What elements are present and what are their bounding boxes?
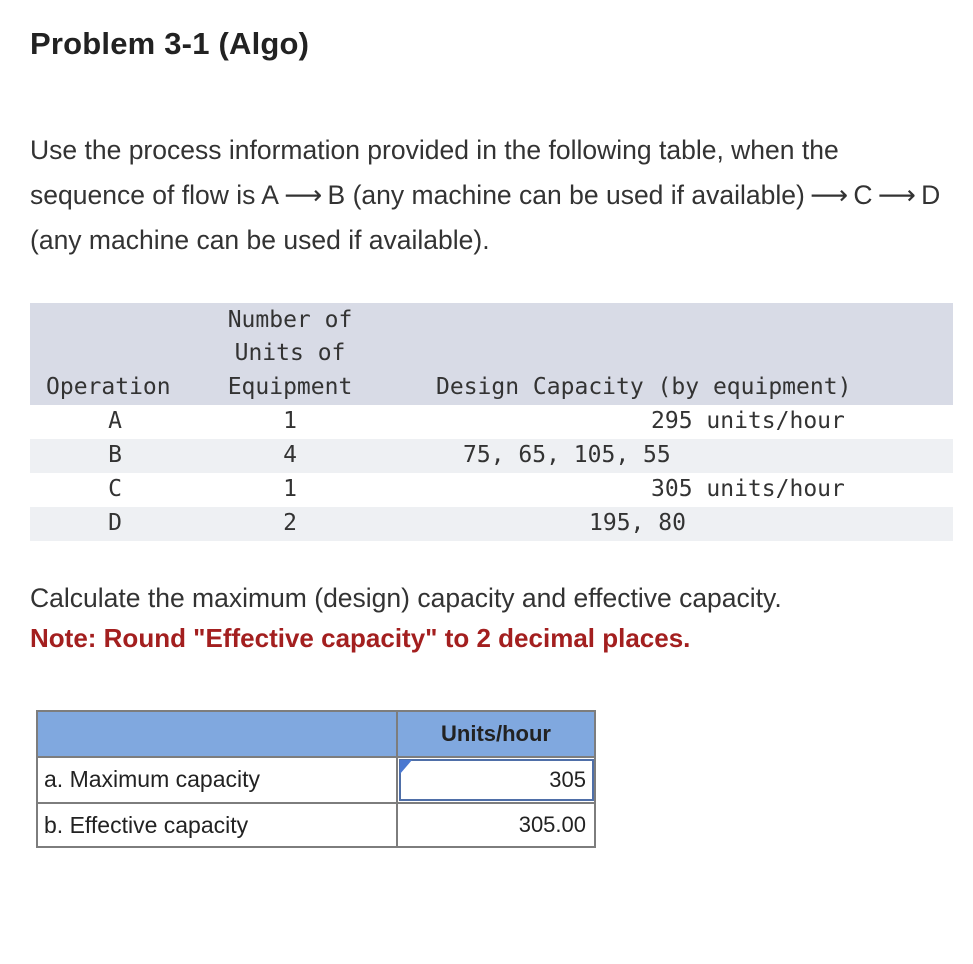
- cell-capacity: 295 units/hour: [651, 408, 845, 434]
- page-title: Problem 3-1 (Algo): [30, 26, 310, 61]
- rounding-note: Note: Round "Effective capacity" to 2 decimal places.: [30, 623, 691, 653]
- maximum-capacity-label: a. Maximum capacity: [44, 766, 261, 792]
- cell-capacity: 195, 80: [589, 510, 686, 536]
- cell-operation: B: [108, 442, 122, 468]
- question-text: Calculate the maximum (design) capacity and effective capacity.: [30, 583, 782, 613]
- process-table: [30, 303, 953, 541]
- answer-table: [36, 710, 596, 848]
- cell-operation: A: [108, 408, 122, 434]
- header-units-line2: Units of: [234, 340, 346, 366]
- table-row: [30, 507, 953, 541]
- header-design-capacity: Design Capacity (by equipment): [436, 374, 852, 400]
- cell-capacity: 75, 65, 105, 55: [463, 442, 671, 468]
- answer-flag-icon: [400, 760, 412, 774]
- header-operation: Operation: [46, 374, 171, 400]
- header-units-line3: Equipment: [227, 374, 353, 400]
- header-units-line1: Number of: [227, 307, 353, 333]
- maximum-capacity-input[interactable]: [399, 759, 594, 801]
- cell-operation: C: [108, 476, 122, 502]
- cell-capacity: 305 units/hour: [651, 476, 845, 502]
- effective-capacity-value: 305.00: [518, 812, 586, 837]
- units-per-hour-header: Units/hour: [441, 721, 551, 746]
- cell-operation: D: [108, 510, 122, 536]
- cell-units: 1: [283, 408, 297, 434]
- cell-units: 2: [283, 510, 297, 536]
- cell-units: 1: [283, 476, 297, 502]
- effective-capacity-label: b. Effective capacity: [44, 812, 249, 838]
- cell-units: 4: [283, 442, 297, 468]
- problem-intro: Use the process information provided in the following table, when the sequence of flow is A ⟶ B (any machine can be used if available) ⟶ C ⟶ D (any machine can be used if available).: [30, 135, 941, 255]
